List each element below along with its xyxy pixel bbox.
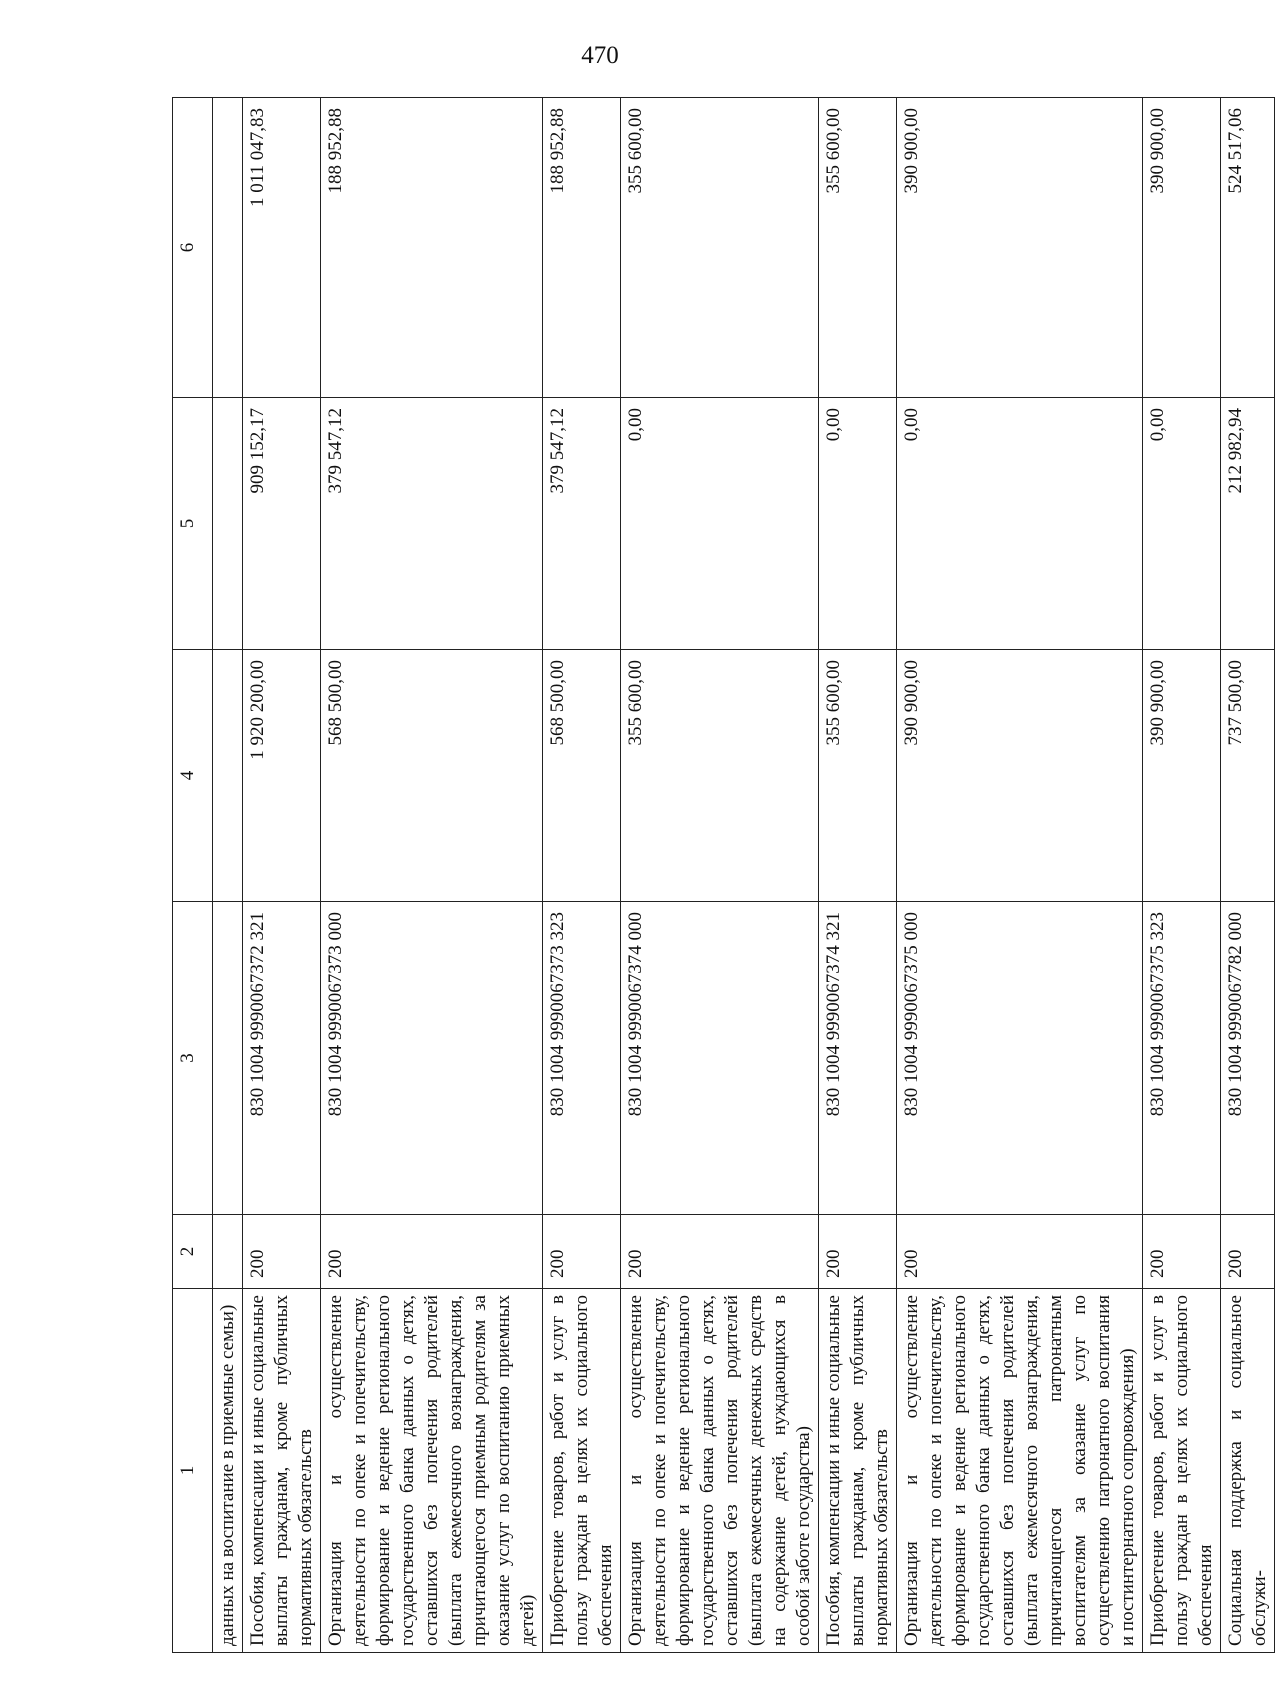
row-kbk-cell: 830 1004 9990067375 323 [1143, 902, 1221, 1215]
row-value-cell: 355 600,00 [621, 98, 819, 398]
row-value-cell: 390 900,00 [897, 98, 1143, 398]
row-value-cell: 0,00 [621, 398, 819, 650]
row-code-cell: 200 [621, 1215, 819, 1289]
row-value-cell: 524 517,06 [1221, 98, 1275, 398]
row-value-cell: 909 152,17 [243, 398, 321, 650]
row-name-cell: Пособия, компенсации и иные социальные выплаты гражданам, кроме публичных нормативных обязательств [243, 1289, 321, 1653]
row-value-cell: 188 952,88 [321, 98, 543, 398]
row-name-cell: Организация и осуществление деятельности по опеке и попечительству, формирование и ведение регионального государственного банка данных о детях, оставшихся без попечения родителей (выплата ежемесячного вознаграждения, причитающегося патронатным воспитателям за оказание услуг по осуществлению патронатного воспитания и постинтернатного сопровождения) [897, 1289, 1143, 1653]
row-value-cell: 390 900,00 [1143, 650, 1221, 902]
budget-table [172, 97, 1275, 1653]
row-name-cell: Пособия, компенсации и иные социальные выплаты гражданам, кроме публичных нормативных обязательств [819, 1289, 897, 1653]
column-header: 3 [173, 902, 213, 1215]
table-row [897, 98, 1143, 1653]
column-header: 5 [173, 398, 213, 650]
row-name-cell: Приобретение товаров, работ и услуг в пользу граждан в целях их социального обеспечения [543, 1289, 621, 1653]
row-name-cell: данных на воспитание в приемные семьи) [213, 1289, 243, 1653]
row-value-cell: 737 500,00 [1221, 650, 1275, 902]
table-header-row [173, 98, 213, 1653]
row-code-cell: 200 [1221, 1215, 1275, 1289]
row-value-cell: 390 900,00 [897, 650, 1143, 902]
row-name-cell: Социальная поддержка и социальное обслужи- [1221, 1289, 1275, 1653]
row-value-cell: 1 920 200,00 [243, 650, 321, 902]
row-value-cell: 355 600,00 [621, 650, 819, 902]
budget-table-rotated [172, 98, 1270, 1653]
row-value-cell: 379 547,12 [321, 398, 543, 650]
column-header: 6 [173, 98, 213, 398]
row-kbk-cell: 830 1004 9990067373 323 [543, 902, 621, 1215]
row-value-cell [213, 398, 243, 650]
row-value-cell: 0,00 [897, 398, 1143, 650]
row-value-cell: 0,00 [819, 398, 897, 650]
row-value-cell: 390 900,00 [1143, 98, 1221, 398]
row-value-cell: 355 600,00 [819, 650, 897, 902]
table-row [543, 98, 621, 1653]
row-code-cell: 200 [1143, 1215, 1221, 1289]
table-row [1221, 98, 1275, 1653]
column-header: 1 [173, 1289, 213, 1653]
table-row [243, 98, 321, 1653]
row-kbk-cell: 830 1004 9990067782 000 [1221, 902, 1275, 1215]
row-kbk-cell: 830 1004 9990067374 000 [621, 902, 819, 1215]
column-header: 4 [173, 650, 213, 902]
row-value-cell: 568 500,00 [543, 650, 621, 902]
row-value-cell: 355 600,00 [819, 98, 897, 398]
row-code-cell: 200 [897, 1215, 1143, 1289]
row-code-cell [213, 1215, 243, 1289]
row-code-cell: 200 [543, 1215, 621, 1289]
row-name-cell: Приобретение товаров, работ и услуг в пользу граждан в целях их социального обеспечения [1143, 1289, 1221, 1653]
row-value-cell: 212 982,94 [1221, 398, 1275, 650]
row-kbk-cell: 830 1004 9990067374 321 [819, 902, 897, 1215]
table-row [213, 98, 243, 1653]
row-name-cell: Организация и осуществление деятельности по опеке и попечительству, формирование и ведение регионального государственного банка данных о детях, оставшихся без попечения родителей (выплата ежемесячных денежных средств на содержание детей, нуждающихся в особой заботе государства) [621, 1289, 819, 1653]
row-value-cell: 0,00 [1143, 398, 1221, 650]
page-number: 470 [581, 42, 619, 69]
row-value-cell [213, 98, 243, 398]
row-kbk-cell [213, 902, 243, 1215]
row-value-cell: 379 547,12 [543, 398, 621, 650]
table-row [321, 98, 543, 1653]
row-value-cell: 568 500,00 [321, 650, 543, 902]
row-value-cell: 188 952,88 [543, 98, 621, 398]
table-row [819, 98, 897, 1653]
row-kbk-cell: 830 1004 9990067373 000 [321, 902, 543, 1215]
row-name-cell: Организация и осуществление деятельности по опеке и попечительству, формирование и ведение регионального государственного банка данных о детях, оставшихся без попечения родителей (выплата ежемесячного вознаграждения, причитающегося приемным родителям за оказание услуг по воспитанию приемных детей) [321, 1289, 543, 1653]
table-row [621, 98, 819, 1653]
row-kbk-cell: 830 1004 9990067372 321 [243, 902, 321, 1215]
table-row [1143, 98, 1221, 1653]
column-header: 2 [173, 1215, 213, 1289]
row-code-cell: 200 [243, 1215, 321, 1289]
row-value-cell: 1 011 047,83 [243, 98, 321, 398]
row-kbk-cell: 830 1004 9990067375 000 [897, 902, 1143, 1215]
row-code-cell: 200 [819, 1215, 897, 1289]
row-value-cell [213, 650, 243, 902]
row-code-cell: 200 [321, 1215, 543, 1289]
